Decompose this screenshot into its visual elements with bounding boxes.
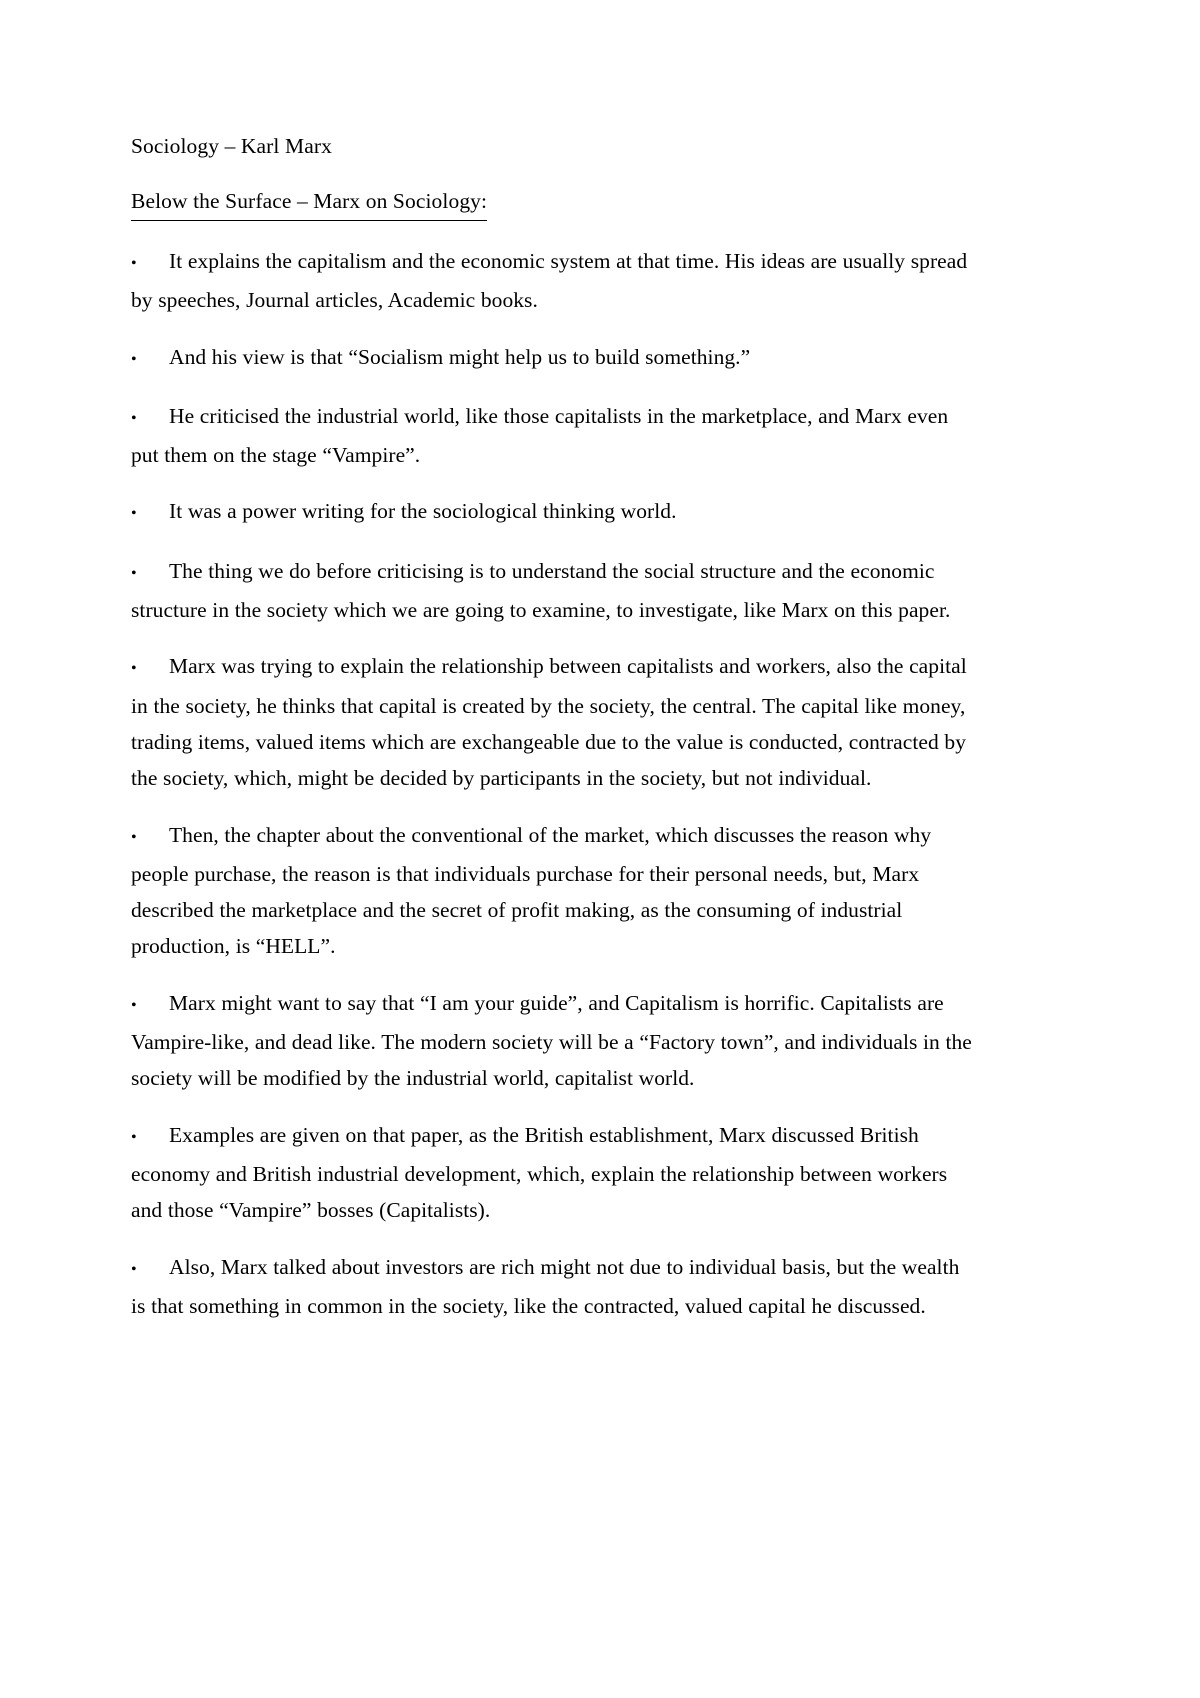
- list-item-text: And his view is that “Socialism might help us to build something.”: [169, 344, 751, 369]
- list-item-text: Examples are given on that paper, as the British establishment, Marx discussed British economy and British industrial development, which, explain the relationship between workers and those “Vampire” bosses (Capitalists).: [131, 1122, 948, 1223]
- list-item-text: It was a power writing for the sociological thinking world.: [169, 499, 677, 524]
- list-item: [131, 1249, 977, 1325]
- list-item-text: The thing we do before criticising is to understand the social structure and the economic structure in the society which we are going to examine, to investigate, like Marx on this paper.: [131, 558, 951, 623]
- list-item: [131, 985, 977, 1097]
- bullet-icon: [131, 1120, 169, 1156]
- bullet-icon: [131, 988, 169, 1024]
- document-body: [131, 128, 977, 1324]
- list-item: [131, 553, 977, 629]
- list-item: [131, 1117, 977, 1229]
- list-item: [131, 339, 977, 378]
- document-title: Sociology – Karl Marx: [131, 134, 332, 158]
- list-item: [131, 243, 977, 319]
- section-heading: Below the Surface – Marx on Sociology:: [131, 183, 487, 221]
- list-item: [131, 398, 977, 474]
- list-item-text: Also, Marx talked about investors are rich might not due to individual basis, but the wealth is that something in common in the society, like the contracted, valued capital he discussed.: [131, 1254, 960, 1318]
- list-item-text: He criticised the industrial world, like those capitalists in the marketplace, and Marx even put them on the stage “Vampire”.: [131, 403, 949, 468]
- bullet-icon: [131, 342, 169, 378]
- bullet-icon: [131, 496, 169, 532]
- list-item-text: Marx might want to say that “I am your guide”, and Capitalism is horrific. Capitalists are Vampire-like, and dead like. The modern society will be a “Factory town”, and individuals in the society will be modified by the industrial world, capitalist world.: [131, 990, 972, 1091]
- list-item-text: Marx was trying to explain the relationship between capitalists and workers, also the capital in the society, he thinks that capital is created by the society, the central. The capital like money, trading items, valued items which are exchangeable due to the value is conducted, contracted by the society, which, might be decided by participants in the society, but not individual.: [131, 654, 967, 791]
- bullet-icon: [131, 246, 169, 282]
- list-item: [131, 817, 977, 965]
- bullet-icon: [131, 651, 169, 687]
- section-heading-wrap: [131, 183, 977, 221]
- bullet-icon: [131, 401, 169, 437]
- bullet-icon: [131, 820, 169, 856]
- bullet-icon: [131, 1252, 169, 1288]
- list-item-text: It explains the capitalism and the economic system at that time. His ideas are usually spread by speeches, Journal articles, Academic books.: [131, 249, 968, 313]
- bullet-list: [131, 243, 977, 1324]
- bullet-icon: [131, 556, 169, 592]
- list-item: [131, 493, 977, 532]
- list-item-text: Then, the chapter about the conventional of the market, which discusses the reason why people purchase, the reason is that individuals purchase for their personal needs, but, Marx described the marketplace and the secret of profit making, as the consuming of industrial production, is “HELL”.: [131, 822, 932, 959]
- list-item: [131, 648, 977, 796]
